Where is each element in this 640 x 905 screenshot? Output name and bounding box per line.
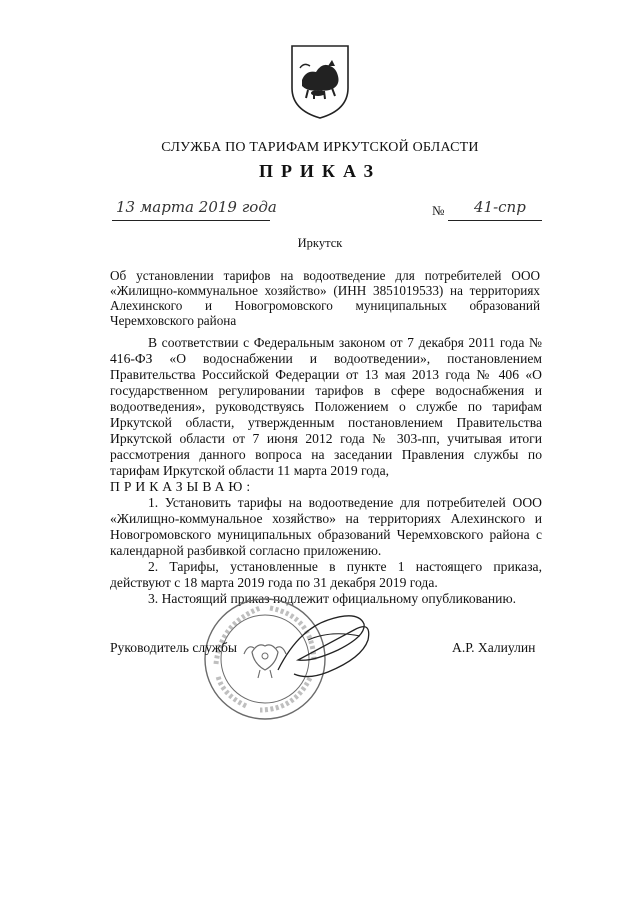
signer-name: А.Р. Халиулин: [452, 640, 536, 655]
number-handwritten: 41-спр: [474, 198, 526, 216]
coat-of-arms-emblem: [288, 42, 352, 122]
organization-name: СЛУЖБА ПО ТАРИФАМ ИРКУТСКОЙ ОБЛАСТИ: [161, 140, 479, 155]
date-field: [112, 198, 277, 221]
document-subject: Об установлении тарифов на водоотведение для потребителей ООО «Жилищно-коммунальное хозяйство» (ИНН 3851019533) на территориях Алехинского и Новогромовского муниципальных образований Черемховского района: [110, 268, 540, 328]
date-handwritten: 13 марта 2019 года: [116, 198, 277, 216]
document-type-title: ПРИКАЗ: [258, 161, 382, 181]
number-sign: №: [432, 203, 445, 218]
document-body: [110, 335, 542, 607]
order-item-1: 1. Установить тарифы на водоотведение для потребителей ООО «Жилищно-коммунальное хозяйство» на территориях Алехинского и Новогромовского муниципальных образований Черемховского района с календарной разбивкой согласно приложению.: [110, 495, 542, 558]
city-name: Иркутск: [297, 236, 343, 250]
handwritten-signature: [268, 600, 378, 690]
preamble-paragraph: В соответствии с Федеральным законом от 7 декабря 2011 года № 416-ФЗ «О водоснабжении и водоотведении», постановлением Правительства Российской Федерации от 13 мая 2013 года № 406 «О государственном регулировании тарифов в сфере водоснабжения и водоотведения», руководствуясь Положением о службе по тарифам Иркутской области, утвержденным постановлением Правительства Иркутской области от 7 июня 2012 года № 303-пп, учитывая итоги рассмотрения данного вопроса на заседании Правления службы по тарифам Иркутской области 11 марта 2019 года,: [110, 335, 542, 478]
signer-position: Руководитель службы: [110, 640, 238, 655]
number-field: [448, 198, 542, 221]
order-item-3: 3. Настоящий приказ подлежит официальному опубликованию.: [148, 591, 516, 606]
order-item-2: 2. Тарифы, установленные в пункте 1 настоящего приказа, действуют с 18 марта 2019 года по 31 декабря 2019 года.: [110, 559, 542, 590]
order-word: ПРИКАЗЫВАЮ:: [110, 479, 255, 494]
